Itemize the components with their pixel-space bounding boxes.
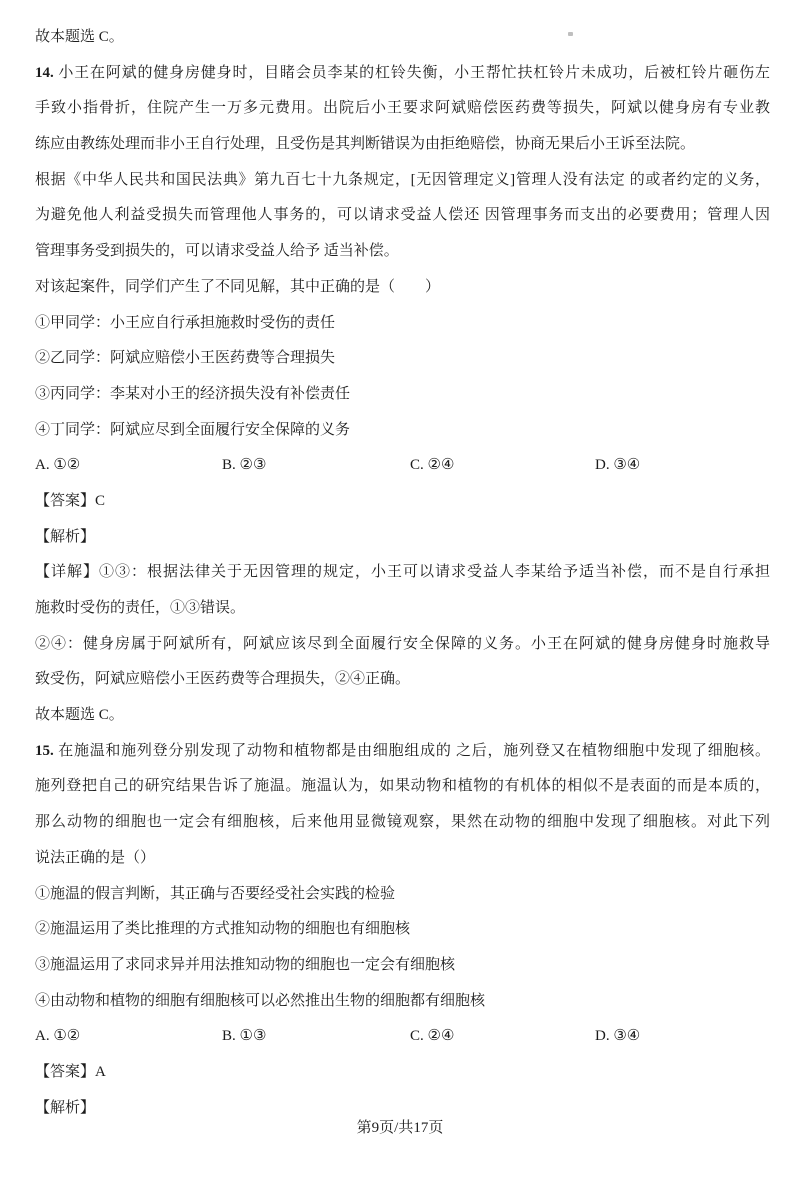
- q14-options-row: [35, 448, 770, 484]
- q14-statement-3: ③丙同学：李某对小王的经济损失没有补偿责任: [35, 385, 351, 402]
- q15-analysis-label: 【解析】: [35, 1099, 96, 1116]
- q14-option-c: C. ②④: [410, 457, 455, 474]
- q14-law-line-3: 管理事务受到损失的，可以请求受益人给予 适当补偿。: [35, 243, 399, 260]
- q14-stem-text-1: 小王在阿斌的健身房健身时，目睹会员李某的杠铃失衡，小王帮忙扶杠铃片未成功，后被杠铃片砸伤左: [53, 64, 770, 81]
- q14-explanation-line-1: 【详解】①③：根据法律关于无因管理的规定，小王可以请求受益人李某给予适当补偿，而不是自行承担: [35, 564, 770, 581]
- q14-statement-2: ②乙同学：阿斌应赔偿小王医药费等合理损失: [35, 350, 336, 367]
- q15-answer: 【答案】A: [35, 1063, 106, 1080]
- q14-statement-1: ①甲同学：小王应自行承担施救时受伤的责任: [35, 314, 336, 331]
- q15-stem-line-1: [35, 734, 770, 770]
- q14-option-b: B. ②③: [222, 457, 267, 474]
- q14-option-d: D. ③④: [595, 457, 641, 474]
- q15-options-row: [35, 1019, 770, 1055]
- page-number: 第9页/共17页: [356, 1120, 444, 1136]
- q15-option-a: A. ①②: [35, 1028, 81, 1045]
- prev-answer-conclusion: 故本题选 C。: [35, 29, 124, 45]
- q15-stem-line-2: 施列登把自己的研究结果告诉了施温。施温认为，如果动物和植物的有机体的相似不是表面的而是本质的，: [35, 778, 770, 795]
- q15-option-d: D. ③④: [595, 1028, 641, 1045]
- q15-question-line: 说法正确的是（）: [35, 849, 156, 866]
- q14-explanation-line-2: 施救时受伤的责任，①③错误。: [35, 600, 246, 616]
- q15-statement-3: ③施温运用了求同求异并用法推知动物的细胞也一定会有细胞核: [35, 956, 456, 973]
- q15-statement-4: ④由动物和植物的细胞有细胞核可以必然推出生物的细胞都有细胞核: [35, 992, 486, 1009]
- q14-analysis-label: 【解析】: [35, 528, 96, 545]
- q14-explanation-line-3: ②④：健身房属于阿斌所有，阿斌应该尽到全面履行安全保障的义务。小王在阿斌的健身房健身时施救导: [35, 635, 770, 652]
- q14-answer: 【答案】C: [35, 492, 106, 509]
- q15-stem-line-3: 那么动物的细胞也一定会有细胞核，后来他用显微镜观察，果然在动物的细胞中发现了细胞核。对此下列: [35, 814, 770, 831]
- q14-law-line-2: 为避免他人利益受损失而管理他人事务的，可以请求受益人偿还 因管理事务而支出的必要费用；管理人因: [35, 207, 770, 224]
- q15-option-c: C. ②④: [410, 1028, 455, 1045]
- q14-statement-4: ④丁同学：阿斌应尽到全面履行安全保障的义务: [35, 421, 351, 438]
- q14-explanation-line-4: 致受伤，阿斌应赔偿小王医药费等合理损失，②④正确。: [35, 671, 411, 688]
- q14-law-line-1: 根据《中华人民共和国民法典》第九百七十九条规定，[无因管理定义]管理人没有法定 的或者约定的义务，: [35, 171, 770, 188]
- q14-stem-line-2: 手致小指骨折，住院产生一万多元费用。出院后小王要求阿斌赔偿医药费等损失，阿斌以健身房有专业教: [35, 100, 770, 117]
- q14-question-line: 对该起案件，同学们产生了不同见解，其中正确的是（ ）: [35, 278, 441, 295]
- q14-number: 14.: [35, 64, 54, 81]
- q15-option-b: B. ①③: [222, 1028, 267, 1045]
- q14-conclusion: 故本题选 C。: [35, 707, 124, 724]
- scan-artifact: [568, 32, 573, 36]
- q14-stem-line-3: 练应由教练处理而非小王自行处理，且受伤是其判断错误为由拒绝赔偿，协商无果后小王诉至法院。: [35, 136, 696, 153]
- q14-option-a: A. ①②: [35, 457, 81, 474]
- q15-number: 15.: [35, 742, 54, 759]
- q15-stem-text-1: 在施温和施列登分别发现了动物和植物都是由细胞组成的 之后，施列登又在植物细胞中发现了细胞核。: [53, 742, 770, 759]
- q15-statement-1: ①施温的假言判断，其正确与否要经受社会实践的检验: [35, 885, 396, 902]
- q15-statement-2: ②施温运用了类比推理的方式推知动物的细胞也有细胞核: [35, 921, 411, 938]
- q14-stem-line-1: [35, 56, 770, 92]
